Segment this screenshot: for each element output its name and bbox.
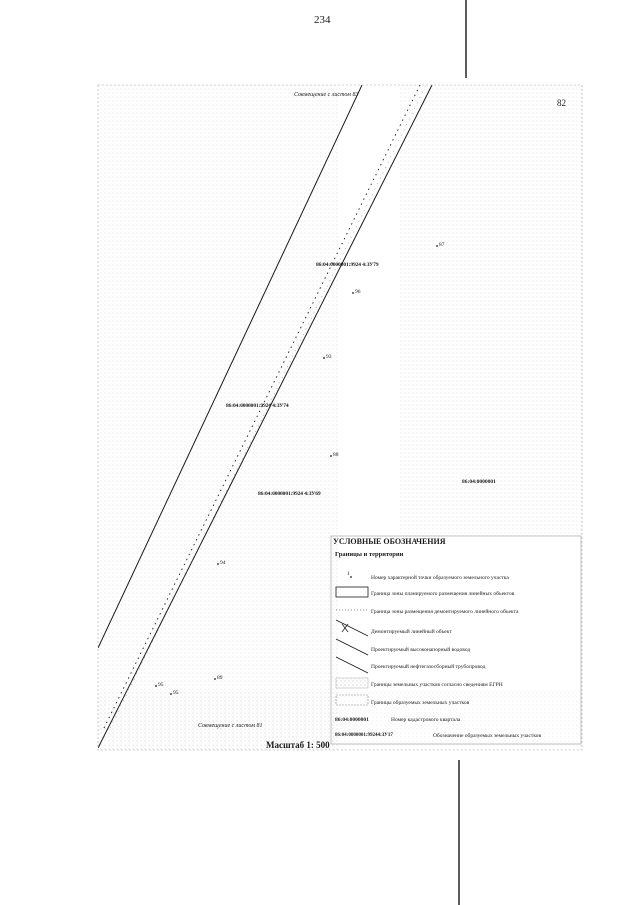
scale-label: Масштаб 1: 500	[266, 740, 330, 750]
legend-subtitle: Границы и территории	[335, 551, 404, 558]
legend-item	[333, 642, 581, 658]
join-note-top: Совмещение с листом 83	[294, 92, 359, 98]
page-number: 234	[314, 14, 331, 26]
point-number: 95	[173, 690, 179, 696]
point-marker	[155, 685, 157, 687]
point-marker	[323, 357, 325, 359]
cadastral-quarter-label: 86:04:0000001	[462, 479, 496, 485]
point-marker	[170, 693, 172, 695]
point-number: 89	[217, 675, 223, 681]
point-marker	[214, 678, 216, 680]
point-marker	[352, 292, 354, 294]
legend-item	[333, 695, 581, 711]
legend-point-number: 1	[347, 571, 350, 577]
point-marker	[330, 455, 332, 457]
legend-item	[333, 677, 581, 693]
legend-title: УСЛОВНЫЕ ОБОЗНАЧЕНИЯ	[333, 537, 446, 546]
point-number: 88	[333, 452, 339, 458]
parcel-label: 86:04:0000001:9924 4:ЗУ69	[258, 491, 321, 497]
legend-item-label: Номер характерной точки образуемого земельного участка	[371, 575, 509, 581]
join-note-bottom: Совмещение с листом 81	[198, 723, 263, 729]
legend-item-label: Проектируемый высоконапорный водовод	[371, 647, 471, 653]
legend-item-label: Границы образуемых земельных участков	[371, 700, 470, 706]
parcel-label: 86:04:0000001:9924 4:ЗУ74	[226, 403, 289, 409]
point-number: 96	[355, 289, 361, 295]
legend-item	[333, 604, 581, 620]
legend-item	[333, 712, 581, 728]
legend-item-label: Номер кадастрового квартала	[391, 717, 461, 723]
legend-item-label: Обозначение образуемых земельных участков	[433, 733, 542, 739]
legend-item	[333, 586, 581, 602]
legend-item-label: Граница зоны планируемого размещения линейных объектов	[371, 591, 515, 597]
legend-symbol	[333, 570, 367, 586]
legend	[333, 534, 581, 744]
point-number: 94	[220, 560, 226, 566]
point-marker	[436, 245, 438, 247]
point-number: 87	[439, 242, 445, 248]
egrn-parcel-area-right	[400, 85, 582, 535]
legend-item-label: Граница зоны размещения демонтируемого линейного объекта	[371, 609, 519, 615]
point-number: 93	[326, 354, 332, 360]
legend-item	[333, 728, 581, 744]
legend-item-label: Границы земельных участков согласно сведениям ЕГРН	[371, 682, 503, 688]
point-marker	[217, 563, 219, 565]
legend-symbol-text: 86:04:0000001	[335, 717, 369, 723]
egrn-parcel-area-left	[98, 85, 338, 750]
legend-item-label: Демонтируемый линейный объект	[371, 629, 452, 635]
legend-symbol-text: 86:04:0000001:99244:ЗУ17	[335, 733, 393, 738]
legend-item	[333, 624, 581, 640]
legend-item	[333, 659, 581, 675]
sheet-number: 82	[557, 98, 566, 108]
legend-item-label: Проектируемый нефтегазосборный трубопровод	[371, 664, 486, 670]
legend-item	[333, 570, 581, 586]
parcel-label: 86:04:0000001:9924 4:ЗУ79	[316, 262, 379, 268]
point-number: 95	[158, 682, 164, 688]
